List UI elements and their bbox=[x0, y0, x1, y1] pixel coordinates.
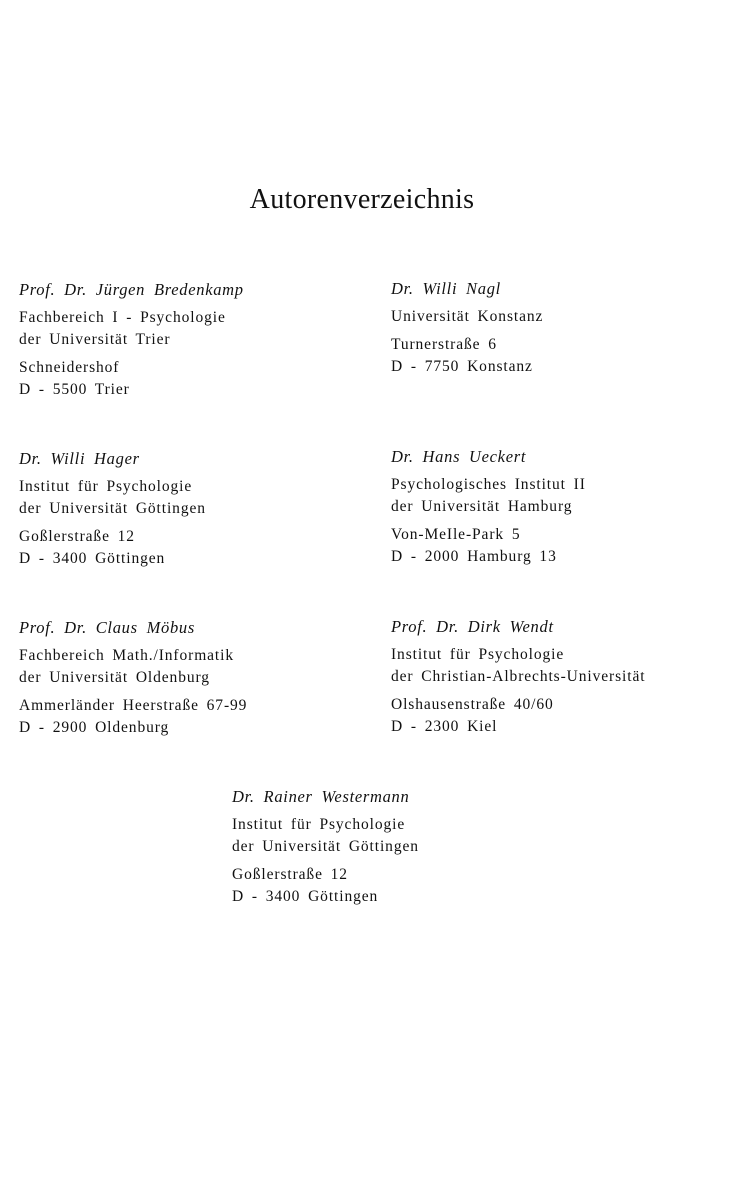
institution-line: Institut für Psychologie bbox=[19, 478, 193, 495]
address-line: Schneidershof bbox=[19, 359, 120, 376]
address-line: D - 3400 Göttingen bbox=[19, 550, 166, 567]
author-institution bbox=[391, 644, 645, 688]
address-line: Goßlerstraße 12 bbox=[19, 528, 135, 545]
author-entry bbox=[391, 446, 586, 568]
author-entry bbox=[391, 278, 543, 378]
institution-line: der Universität Göttingen bbox=[232, 838, 419, 855]
author-address bbox=[232, 864, 419, 908]
institution-line: Psychologisches Institut II bbox=[391, 476, 586, 493]
author-entry bbox=[19, 279, 244, 401]
institution-line: Institut für Psychologie bbox=[232, 816, 406, 833]
address-line: Olshausenstraße 40/60 bbox=[391, 696, 554, 713]
address-line: D - 7750 Konstanz bbox=[391, 358, 533, 375]
author-name: Dr. Willi Hager bbox=[19, 449, 140, 468]
institution-line: der Universität Oldenburg bbox=[19, 669, 210, 686]
institution-line: Fachbereich Math./Informatik bbox=[19, 647, 234, 664]
address-line: Ammerländer Heerstraße 67-99 bbox=[19, 697, 248, 714]
address-line: D - 5500 Trier bbox=[19, 381, 130, 398]
address-line: Goßlerstraße 12 bbox=[232, 866, 348, 883]
address-line: D - 2000 Hamburg 13 bbox=[391, 548, 557, 565]
institution-line: Universität Konstanz bbox=[391, 308, 544, 325]
address-line: D - 3400 Göttingen bbox=[232, 888, 379, 905]
address-line: D - 2300 Kiel bbox=[391, 718, 498, 735]
author-address bbox=[391, 334, 543, 378]
author-address bbox=[19, 526, 206, 570]
author-address bbox=[19, 357, 244, 401]
author-entry bbox=[19, 448, 206, 570]
author-name: Dr. Hans Ueckert bbox=[391, 447, 527, 466]
address-line: Turnerstraße 6 bbox=[391, 336, 497, 353]
institution-line: der Universität Hamburg bbox=[391, 498, 573, 515]
author-address bbox=[391, 524, 586, 568]
author-name: Dr. Rainer Westermann bbox=[232, 787, 410, 806]
institution-line: der Christian-Albrechts-Universität bbox=[391, 668, 646, 685]
author-address bbox=[391, 694, 645, 738]
institution-line: der Universität Göttingen bbox=[19, 500, 206, 517]
author-entry bbox=[19, 617, 247, 739]
institution-line: Fachbereich I - Psychologie bbox=[19, 309, 226, 326]
institution-line: der Universität Trier bbox=[19, 331, 171, 348]
page-title: Autorenverzeichnis bbox=[249, 184, 475, 215]
author-entry bbox=[391, 616, 645, 738]
address-line: Von-MeIle-Park 5 bbox=[391, 526, 521, 543]
author-institution bbox=[391, 474, 586, 518]
author-institution bbox=[19, 307, 244, 351]
author-name: Prof. Dr. Jürgen Bredenkamp bbox=[19, 280, 244, 299]
author-institution bbox=[19, 476, 206, 520]
author-name: Prof. Dr. Claus Möbus bbox=[19, 618, 195, 637]
author-institution bbox=[19, 645, 247, 689]
author-institution bbox=[391, 306, 543, 328]
author-address bbox=[19, 695, 247, 739]
author-institution bbox=[232, 814, 419, 858]
author-entry bbox=[232, 786, 419, 908]
address-line: D - 2900 Oldenburg bbox=[19, 719, 170, 736]
author-name: Prof. Dr. Dirk Wendt bbox=[391, 617, 554, 636]
institution-line: Institut für Psychologie bbox=[391, 646, 565, 663]
author-name: Dr. Willi Nagl bbox=[391, 279, 501, 298]
